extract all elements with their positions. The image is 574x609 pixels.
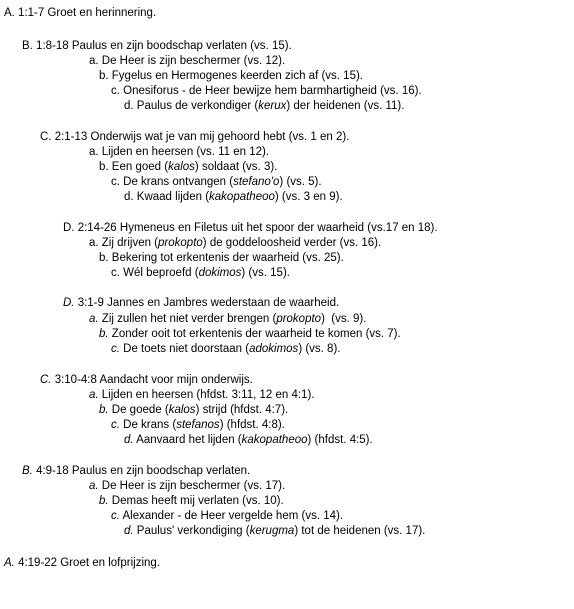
outline-text-italic: adokimos bbox=[249, 343, 299, 355]
outline-subline bbox=[89, 54, 285, 68]
outline-text: A. 1:1-7 Groet en herinnering. bbox=[4, 7, 157, 19]
outline-line-a-1-1-7 bbox=[4, 6, 156, 20]
outline-text: De krans ( bbox=[119, 419, 177, 431]
outline-text: ) soldaat (vs. 3). bbox=[194, 161, 278, 173]
outline-subline bbox=[99, 494, 284, 508]
outline-text: Zij zullen het niet verder brengen ( bbox=[98, 313, 277, 325]
outline-text: ) (vs. 15). bbox=[241, 267, 290, 279]
outline-text-italic: prokopto bbox=[276, 313, 322, 325]
outline-text: c. Wél beproefd ( bbox=[111, 267, 199, 279]
outline-line-d-3-1-9 bbox=[63, 296, 339, 310]
outline-text: ) der heidenen (vs. 11). bbox=[286, 100, 405, 112]
outline-text-italic: b. bbox=[99, 495, 109, 507]
outline-text: De Heer is zijn beschermer (vs. 17). bbox=[98, 480, 286, 492]
outline-text-italic: kakopatheoo bbox=[241, 434, 308, 446]
outline-text: Lijden en heersen (hfdst. 3:11, 12 en 4:1). bbox=[98, 389, 315, 401]
outline-text: D. 2:14-26 Hymeneus en Filetus uit het spoor der waarheid (vs.17 en 18). bbox=[63, 222, 438, 234]
outline-text: Demas heeft mij verlaten (vs. 10). bbox=[108, 495, 284, 507]
outline-text: ) (vs. 5). bbox=[279, 176, 322, 188]
outline-subline bbox=[111, 342, 340, 356]
outline-text: 3:10-4:8 Aandacht voor mijn onderwijs. bbox=[51, 374, 253, 386]
outline-subline bbox=[111, 84, 422, 98]
outline-subline bbox=[99, 69, 363, 83]
outline-text: a. De Heer is zijn beschermer (vs. 12). bbox=[89, 55, 286, 67]
outline-text-italic: prokopto bbox=[158, 237, 203, 249]
outline-text: a. Zij drijven ( bbox=[89, 237, 159, 249]
outline-text: ) strijd (hfdst. 4:7). bbox=[195, 404, 289, 416]
outline-text: ) (vs. 8). bbox=[298, 343, 341, 355]
outline-line-c-3-10-4-8 bbox=[40, 373, 253, 387]
outline-subline bbox=[124, 433, 373, 447]
outline-text: De toets niet doorstaan ( bbox=[119, 343, 250, 355]
outline-text-italic: B. bbox=[22, 465, 33, 477]
outline-text-italic: C. bbox=[40, 374, 52, 386]
outline-subline bbox=[89, 312, 366, 326]
outline-subline bbox=[89, 388, 314, 402]
outline-subline bbox=[89, 145, 269, 159]
outline-subline bbox=[124, 99, 404, 113]
outline-text: Zonder ooit tot erkentenis der waarheid te komen (vs. 7). bbox=[108, 328, 401, 340]
outline-text-italic: c. bbox=[111, 343, 120, 355]
outline-line-d-2-14-26 bbox=[63, 221, 438, 235]
outline-text: d. Paulus de verkondiger ( bbox=[124, 100, 259, 112]
outline-text: Paulus' verkondiging ( bbox=[133, 525, 250, 537]
outline-text: ) tot de heidenen (vs. 17). bbox=[294, 525, 426, 537]
outline-text-italic: kerugma bbox=[249, 525, 295, 537]
outline-text: ) (hfdst. 4:5). bbox=[307, 434, 373, 446]
outline-subline bbox=[89, 236, 381, 250]
outline-text-italic: a. bbox=[89, 389, 99, 401]
outline-text-italic: kalos bbox=[168, 404, 196, 416]
outline-text: ) de goddeloosheid verder (vs. 16). bbox=[202, 237, 382, 249]
outline-text: ) (vs. 3 en 9). bbox=[274, 191, 343, 203]
outline-text-italic: c. bbox=[111, 510, 120, 522]
outline-line-b-1-8-18 bbox=[22, 39, 292, 53]
outline-subline bbox=[99, 403, 288, 417]
outline-text: c. Onesiforus - de Heer bewijze hem barmhartigheid (vs. 16). bbox=[111, 85, 422, 97]
outline-line-a-4-19-22 bbox=[4, 556, 160, 570]
outline-text: a. Lijden en heersen (vs. 11 en 12). bbox=[89, 146, 270, 158]
outline-text: b. Een goed ( bbox=[99, 161, 169, 173]
outline-subline bbox=[111, 175, 322, 189]
outline-text: Aanvaard het lijden ( bbox=[133, 434, 242, 446]
outline-subline bbox=[111, 509, 343, 523]
outline-text: d. Kwaad lijden ( bbox=[124, 191, 210, 203]
outline-text-italic: kakopatheoo bbox=[209, 191, 275, 203]
outline-text-italic: stefano'o bbox=[233, 176, 280, 188]
outline-text: 3:1-9 Jannes en Jambres wederstaan de waarheid. bbox=[74, 297, 340, 309]
outline-subline bbox=[99, 160, 277, 174]
outline-text: C. 2:1-13 Onderwijs wat je van mij gehoord hebt (vs. 1 en 2). bbox=[40, 131, 350, 143]
outline-text-italic: a. bbox=[89, 480, 99, 492]
outline-text-italic: A. bbox=[4, 557, 15, 569]
outline-subline bbox=[99, 251, 344, 265]
outline-text-italic: stefanos bbox=[176, 419, 220, 431]
outline-subline bbox=[89, 479, 285, 493]
outline-text: 4:9-18 Paulus en zijn boodschap verlaten. bbox=[32, 465, 251, 477]
outline-text-italic: dokimos bbox=[198, 267, 242, 279]
outline-text-italic: kalos bbox=[168, 161, 195, 173]
outline-text: 4:19-22 Groet en lofprijzing. bbox=[14, 557, 160, 569]
outline-text: ) (hfdst. 4:8). bbox=[219, 419, 285, 431]
outline-text: De goede ( bbox=[108, 404, 169, 416]
outline-text-italic: a. bbox=[89, 313, 99, 325]
outline-text-italic: d. bbox=[124, 434, 134, 446]
outline-text: c. De krans ontvangen ( bbox=[111, 176, 234, 188]
outline-text-italic: b. bbox=[99, 404, 109, 416]
outline-text-italic: kerux bbox=[258, 100, 287, 112]
outline-text: Alexander - de Heer vergelde hem (vs. 14). bbox=[119, 510, 344, 522]
outline-text-italic: c. bbox=[111, 419, 120, 431]
outline-text: B. 1:8-18 Paulus en zijn boodschap verlaten (vs. 15). bbox=[22, 40, 292, 52]
outline-subline bbox=[124, 190, 343, 204]
outline-text: b. Bekering tot erkentenis der waarheid (vs. 25). bbox=[99, 252, 344, 264]
outline-text: b. Fygelus en Hermogenes keerden zich af (vs. 15). bbox=[99, 70, 363, 82]
outline-subline bbox=[99, 327, 401, 341]
outline-line-b-4-9-18 bbox=[22, 464, 250, 478]
outline-text-italic: D. bbox=[63, 297, 75, 309]
outline-subline bbox=[111, 418, 285, 432]
outline-text: ) (vs. 9). bbox=[321, 313, 367, 325]
outline-line-c-2-1-13 bbox=[40, 130, 349, 144]
outline-subline bbox=[124, 524, 425, 538]
outline-text-italic: b. bbox=[99, 328, 109, 340]
outline-text-italic: d. bbox=[124, 525, 134, 537]
outline-subline bbox=[111, 266, 290, 280]
